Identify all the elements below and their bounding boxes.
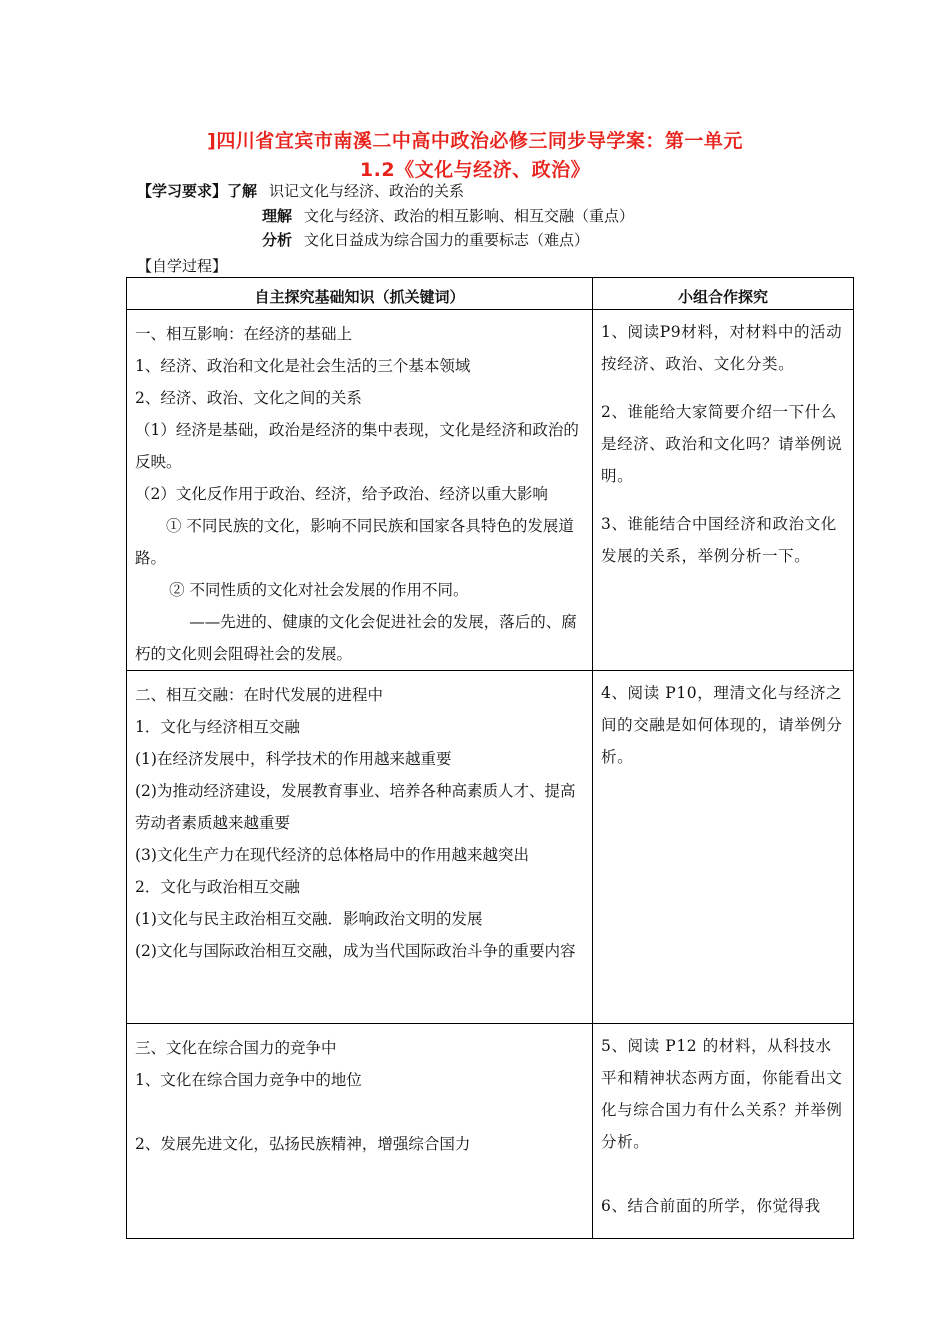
section-heading: 一、相互影响：在经济的基础上 bbox=[135, 325, 353, 343]
requirement-level: 了解 bbox=[227, 182, 258, 200]
table-header-row bbox=[127, 278, 854, 310]
group-question: 2、谁能给大家简要介绍一下什么是经济、政治和文化吗？请举例说明。 bbox=[601, 403, 843, 485]
group-question: 4、阅读 P10，理清文化与经济之间的交融是如何体现的，请举例分析。 bbox=[601, 684, 843, 766]
table-row bbox=[127, 1024, 854, 1239]
knowledge-line: (2)文化与国际政治相互交融，成为当代国际政治斗争的重要内容 bbox=[135, 942, 576, 960]
knowledge-line: 1．文化与经济相互交融 bbox=[135, 718, 300, 736]
document-title-line2: 1.2《文化与经济、政治》 bbox=[359, 159, 591, 181]
knowledge-line: (2)为推动经济建设，发展教育事业、培养各种高素质人才、提高劳动者素质越来越重要 bbox=[135, 782, 576, 832]
knowledge-line: ② 不同性质的文化对社会发展的作用不同。 bbox=[169, 581, 469, 599]
knowledge-line: 2、经济、政治、文化之间的关系 bbox=[135, 389, 362, 407]
section-2-group-questions bbox=[593, 671, 854, 1024]
requirement-analyze bbox=[262, 229, 589, 250]
column-header-self-study: 自主探究基础知识（抓关键词） bbox=[127, 278, 593, 310]
requirement-level: 理解 bbox=[262, 207, 293, 225]
knowledge-line: ——先进的、健康的文化会促进社会的发展，落后的、腐朽的文化则会阻碍社会的发展。 bbox=[135, 613, 577, 663]
group-question: 3、谁能结合中国经济和政治文化发展的关系，举例分析一下。 bbox=[601, 515, 837, 565]
section-1-knowledge bbox=[127, 310, 593, 671]
knowledge-line: 2、发展先进文化，弘扬民族精神，增强综合国力 bbox=[135, 1135, 471, 1153]
requirement-text: 文化日益成为综合国力的重要标志（难点） bbox=[304, 231, 590, 249]
knowledge-line: （1）经济是基础，政治是经济的集中表现，文化是经济和政治的反映。 bbox=[135, 421, 579, 471]
section-2-knowledge bbox=[127, 671, 593, 1024]
table-row bbox=[127, 671, 854, 1024]
section-heading: 二、相互交融：在时代发展的进程中 bbox=[135, 686, 384, 704]
table-row bbox=[127, 310, 854, 671]
knowledge-line: （2）文化反作用于政治、经济，给予政治、经济以重大影响 bbox=[135, 485, 548, 503]
requirement-text: 识记文化与经济、政治的关系 bbox=[269, 182, 465, 200]
requirement-text: 文化与经济、政治的相互影响、相互交融（重点） bbox=[304, 207, 635, 225]
requirement-comprehend bbox=[262, 205, 634, 226]
document-title-line1: ]四川省宜宾市南溪二中高中政治必修三同步导学案：第一单元 bbox=[207, 130, 743, 152]
requirement-understand-basic bbox=[137, 180, 464, 201]
group-question: 5、阅读 P12 的材料，从科技水平和精神状态两方面，你能看出文化与综合国力有什么关系？并举例分析。 bbox=[601, 1037, 843, 1151]
knowledge-line: 1、经济、政治和文化是社会生活的三个基本领域 bbox=[135, 357, 471, 375]
column-header-group-study: 小组合作探究 bbox=[593, 278, 854, 310]
knowledge-line: 2．文化与政治相互交融 bbox=[135, 878, 300, 896]
group-question: 6、结合前面的所学，你觉得我 bbox=[601, 1197, 821, 1215]
knowledge-line: 1、文化在综合国力竞争中的地位 bbox=[135, 1071, 362, 1089]
section-1-group-questions bbox=[593, 310, 854, 671]
requirement-level: 分析 bbox=[262, 231, 293, 249]
requirements-label: 【学习要求】 bbox=[137, 182, 228, 200]
knowledge-line: (1)在经济发展中，科学技术的作用越来越重要 bbox=[135, 750, 452, 768]
knowledge-line: ① 不同民族的文化，影响不同民族和国家各具特色的发展道路。 bbox=[135, 517, 574, 567]
self-study-label: 【自学过程】 bbox=[137, 257, 228, 275]
section-heading: 三、文化在综合国力的竞争中 bbox=[135, 1039, 337, 1057]
group-question: 1、阅读P9材料，对材料中的活动按经济、政治、文化分类。 bbox=[601, 323, 843, 373]
study-table bbox=[126, 277, 854, 1239]
section-3-group-questions bbox=[593, 1024, 854, 1239]
knowledge-line: (1)文化与民主政治相互交融．影响政治文明的发展 bbox=[135, 910, 483, 928]
knowledge-line: (3)文化生产力在现代经济的总体格局中的作用越来越突出 bbox=[135, 846, 529, 864]
section-3-knowledge bbox=[127, 1024, 593, 1239]
